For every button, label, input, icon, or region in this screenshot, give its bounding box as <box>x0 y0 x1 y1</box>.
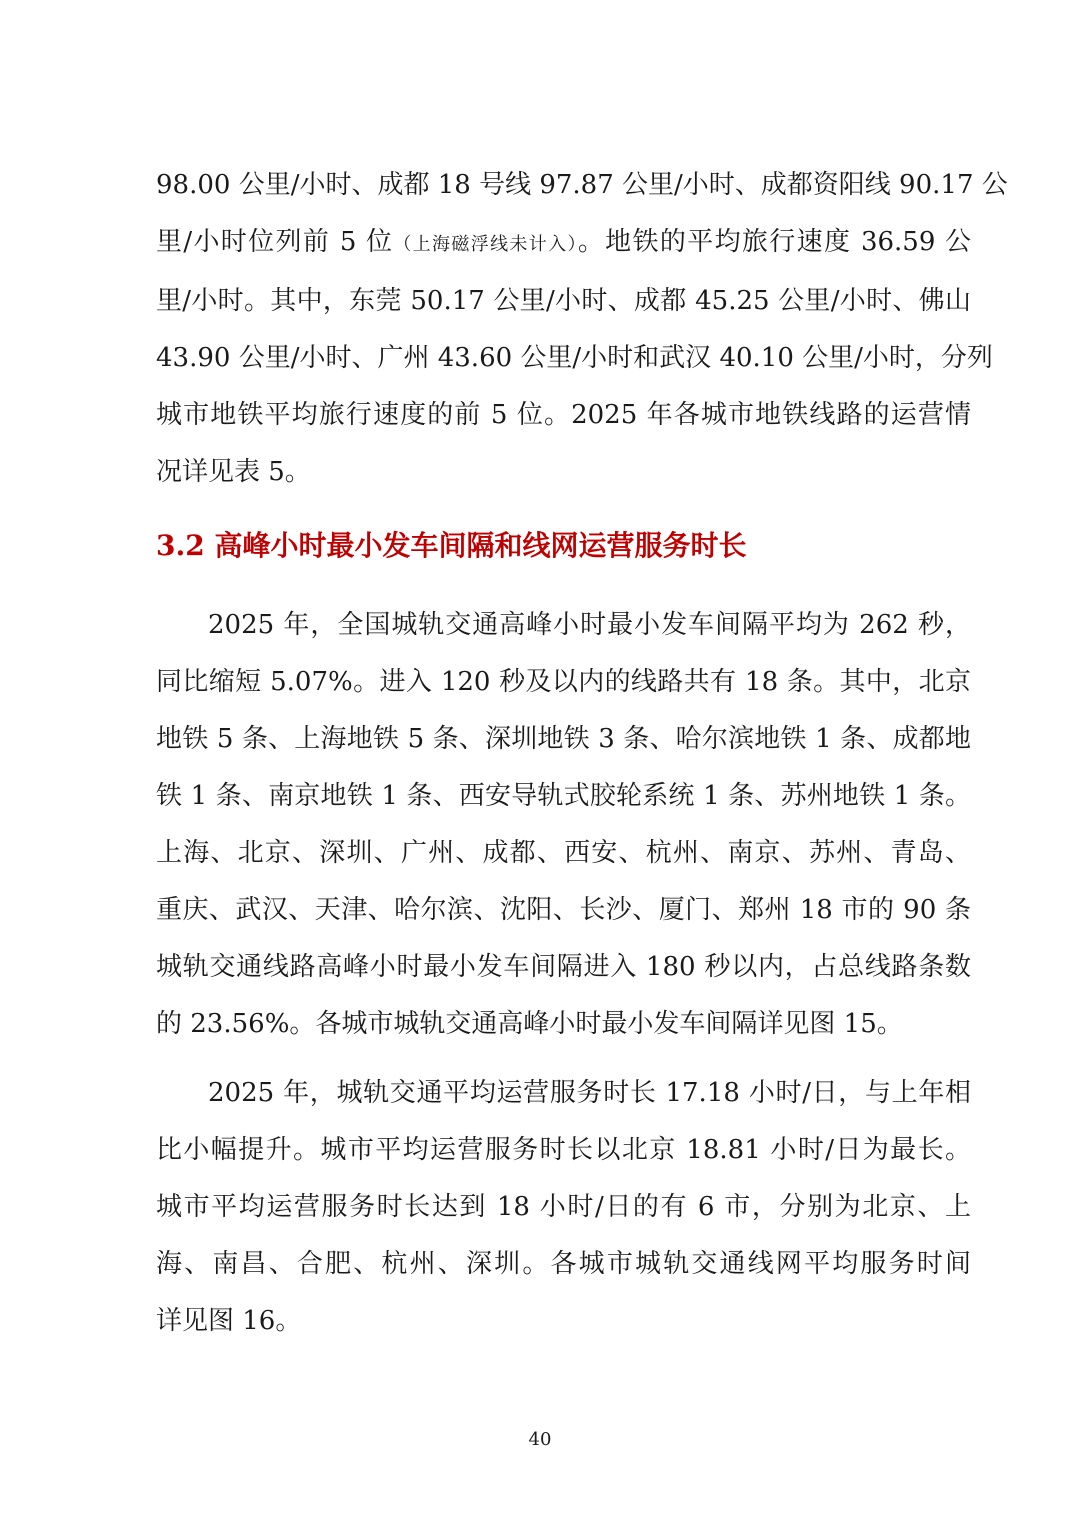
paragraph-line: 城市地铁平均旅行速度的前 5 位。2025 年各城市地铁线路的运营情 <box>156 400 971 430</box>
paragraph-headway <box>156 597 971 1053</box>
paragraph-line: 城市平均运营服务时长达到 18 小时/日的有 6 市，分别为北京、上 <box>156 1192 971 1222</box>
paragraph-note: （上海磁浮线未计入） <box>393 234 578 255</box>
paragraph-line <box>156 214 971 273</box>
paragraph-line: 同比缩短 5.07%。进入 120 秒及以内的线路共有 18 条。其中，北京 <box>156 667 971 697</box>
paragraph-line: 里/小时。其中，东莞 50.17 公里/小时、成都 45.25 公里/小时、佛山 <box>156 286 971 316</box>
paragraph-travel-speed <box>156 157 1008 501</box>
paragraph-line: 铁 1 条、南京地铁 1 条、西安导轨式胶轮系统 1 条、苏州地铁 1 条。 <box>156 781 971 811</box>
section-heading: 3.2 高峰小时最小发车间隔和线网运营服务时长 <box>156 529 747 562</box>
paragraph-line: 2025 年，城轨交通平均运营服务时长 17.18 小时/日，与上年相 <box>208 1078 971 1108</box>
paragraph-line: 城轨交通线路高峰小时最小发车间隔进入 180 秒以内，占总线路条数 <box>156 952 971 982</box>
paragraph-service-hours <box>156 1065 971 1350</box>
paragraph-line: 98.00 公里/小时、成都 18 号线 97.87 公里/小时、成都资阳线 90.17 公 <box>156 170 1008 200</box>
paragraph-line: 上海、北京、深圳、广州、成都、西安、杭州、南京、苏州、青岛、 <box>156 838 971 868</box>
paragraph-line: 重庆、武汉、天津、哈尔滨、沈阳、长沙、厦门、郑州 18 市的 90 条 <box>156 895 971 925</box>
paragraph-line: 的 23.56%。各城市城轨交通高峰小时最小发车间隔详见图 15。 <box>156 1009 903 1039</box>
paragraph-text: 里/小时位列前 5 位 <box>156 227 394 257</box>
paragraph-line: 详见图 16。 <box>156 1306 302 1336</box>
page-number: 40 <box>528 1429 552 1450</box>
paragraph-line: 海、南昌、合肥、杭州、深圳。各城市城轨交通线网平均服务时间 <box>156 1249 971 1279</box>
paragraph-line: 43.90 公里/小时、广州 43.60 公里/小时和武汉 40.10 公里/小时，分列 <box>156 343 993 373</box>
paragraph-line: 况详见表 5。 <box>156 457 311 487</box>
paragraph-line: 比小幅提升。城市平均运营服务时长以北京 18.81 小时/日为最长。 <box>156 1135 971 1165</box>
paragraph-text: 。地铁的平均旅行速度 36.59 公 <box>577 227 971 257</box>
paragraph-line: 地铁 5 条、上海地铁 5 条、深圳地铁 3 条、哈尔滨地铁 1 条、成都地 <box>156 724 971 754</box>
paragraph-line: 2025 年，全国城轨交通高峰小时最小发车间隔平均为 262 秒， <box>208 610 971 640</box>
